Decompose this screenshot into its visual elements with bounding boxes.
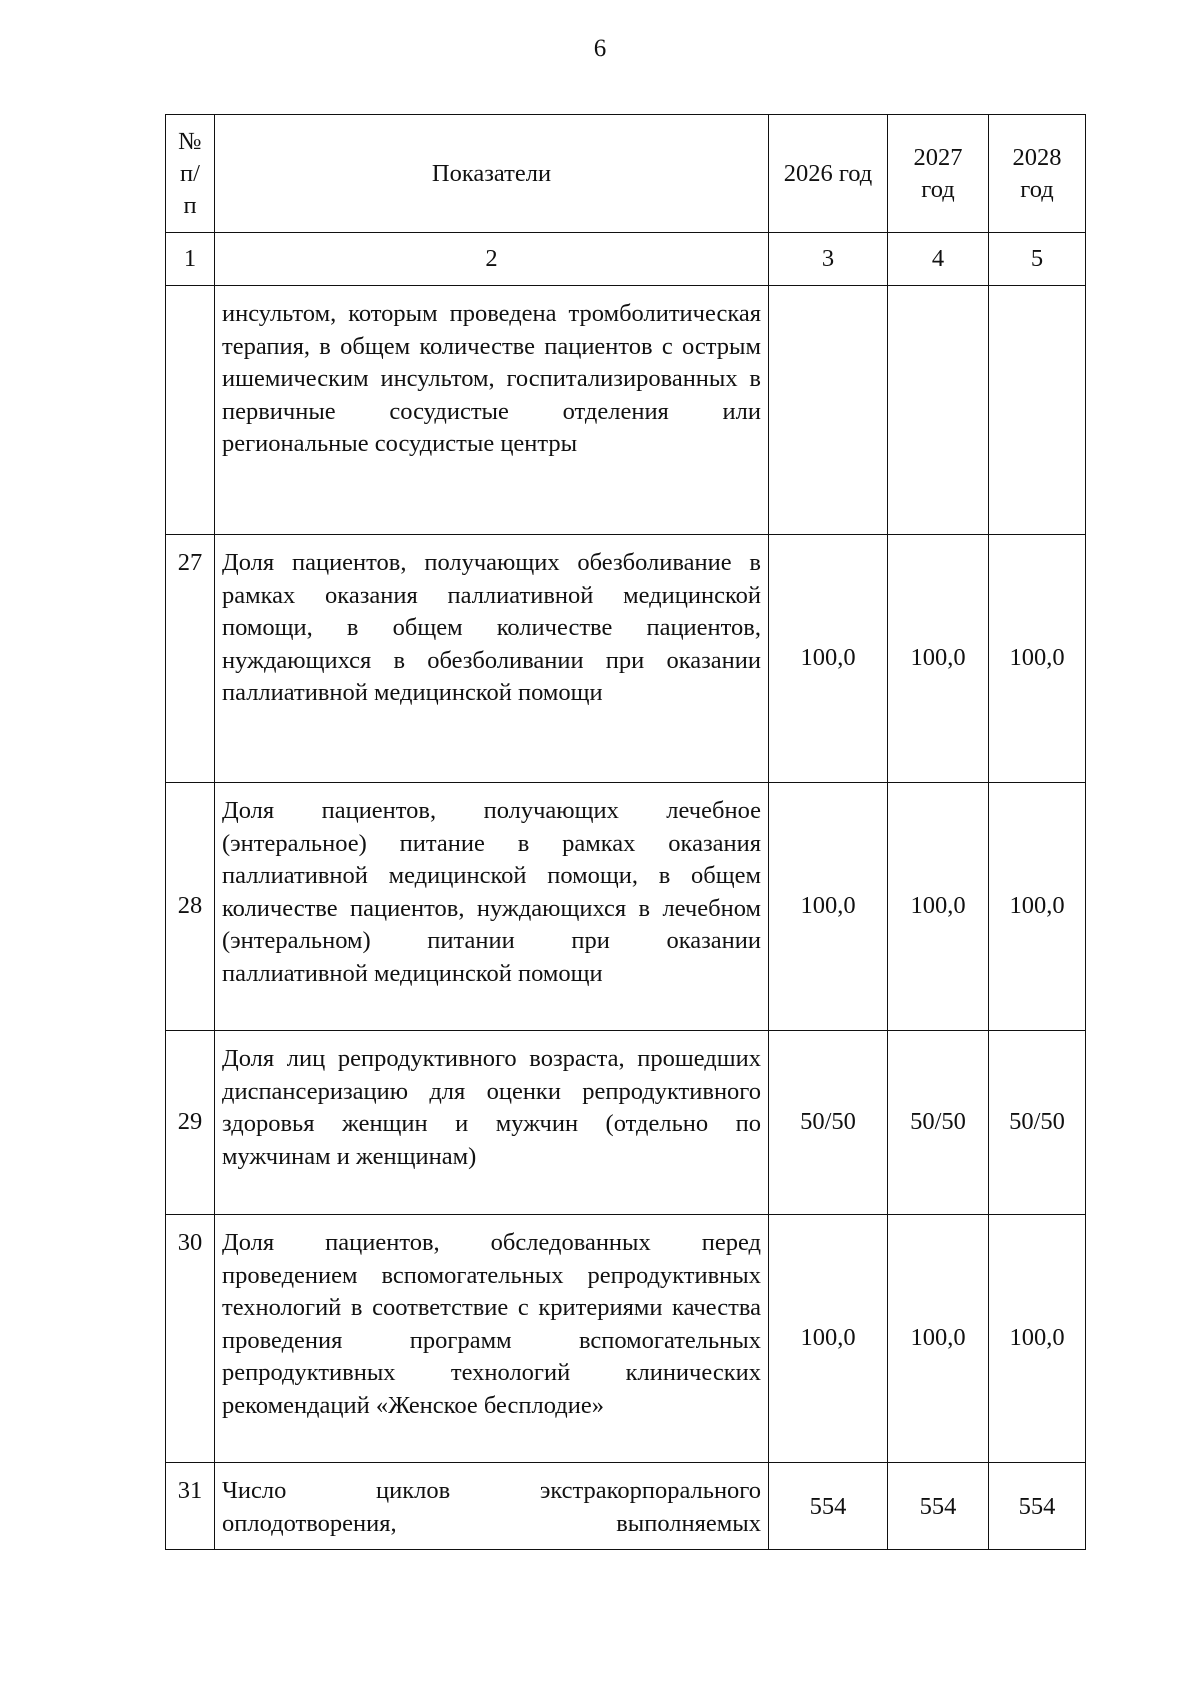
table-row — [166, 1215, 1086, 1463]
header-indicators: Показатели — [215, 115, 769, 233]
column-index: 1 — [166, 233, 215, 286]
value-2027: 100,0 — [888, 535, 989, 783]
row-number: 31 — [166, 1463, 215, 1550]
row-number: 30 — [166, 1215, 215, 1463]
table-header-row — [166, 115, 1086, 233]
column-index: 3 — [769, 233, 888, 286]
value-2028 — [989, 286, 1086, 535]
value-2028: 100,0 — [989, 535, 1086, 783]
column-index: 2 — [215, 233, 769, 286]
value-2027 — [888, 286, 989, 535]
page-number: 6 — [593, 35, 607, 62]
indicators-table — [165, 114, 1086, 1550]
value-2028: 50/50 — [989, 1031, 1086, 1215]
value-2028: 100,0 — [989, 1215, 1086, 1463]
header-2028: 2028 год — [989, 115, 1086, 233]
row-number: 27 — [166, 535, 215, 783]
header-2027: 2027 год — [888, 115, 989, 233]
value-2026: 50/50 — [769, 1031, 888, 1215]
table-row — [166, 1031, 1086, 1215]
value-2026: 100,0 — [769, 1215, 888, 1463]
indicator-text: Доля пациентов, обследованных перед проведением вспомогательных репродуктивных технологий в соответствие с критериями качества проведения программ вспомогательных репродуктивных технологий клинических рекомендаций «Женское бесплодие» — [215, 1215, 769, 1463]
header-number: № п/ п — [166, 115, 215, 233]
value-2026: 554 — [769, 1463, 888, 1550]
value-2027: 100,0 — [888, 783, 989, 1031]
row-number: 29 — [166, 1031, 215, 1215]
indicator-text: Доля пациентов, получающих лечебное (энтеральное) питание в рамках оказания паллиативной медицинской помощи, в общем количестве пациентов, нуждающихся в лечебном (энтеральном) питании при оказании паллиативной медицинской помощи — [215, 783, 769, 1031]
row-number: 28 — [166, 783, 215, 1031]
value-2027: 554 — [888, 1463, 989, 1550]
value-2028: 100,0 — [989, 783, 1086, 1031]
indicator-text: Доля лиц репродуктивного возраста, прошедших диспансеризацию для оценки репродуктивного здоровья женщин и мужчин (отдельно по мужчинам и женщинам) — [215, 1031, 769, 1215]
column-index: 5 — [989, 233, 1086, 286]
table-row — [166, 1463, 1086, 1550]
column-index-row — [166, 233, 1086, 286]
value-2028: 554 — [989, 1463, 1086, 1550]
value-2027: 100,0 — [888, 1215, 989, 1463]
value-2027: 50/50 — [888, 1031, 989, 1215]
table-row — [166, 783, 1086, 1031]
indicator-text: Доля пациентов, получающих обезболивание в рамках оказания паллиативной медицинской помощи, в общем количестве пациентов, нуждающихся в обезболивании при оказании паллиативной медицинской помощи — [215, 535, 769, 783]
value-2026: 100,0 — [769, 783, 888, 1031]
header-2026: 2026 год — [769, 115, 888, 233]
indicator-text: Число циклов экстракорпорального оплодотворения, выполняемых — [215, 1463, 769, 1550]
column-index: 4 — [888, 233, 989, 286]
table-row — [166, 286, 1086, 535]
indicator-text: инсультом, которым проведена тромболитическая терапия, в общем количестве пациентов с острым ишемическим инсультом, госпитализированных в первичные сосудистые отделения или региональные сосудистые центры — [215, 286, 769, 535]
table-row — [166, 535, 1086, 783]
value-2026: 100,0 — [769, 535, 888, 783]
row-number — [166, 286, 215, 535]
value-2026 — [769, 286, 888, 535]
